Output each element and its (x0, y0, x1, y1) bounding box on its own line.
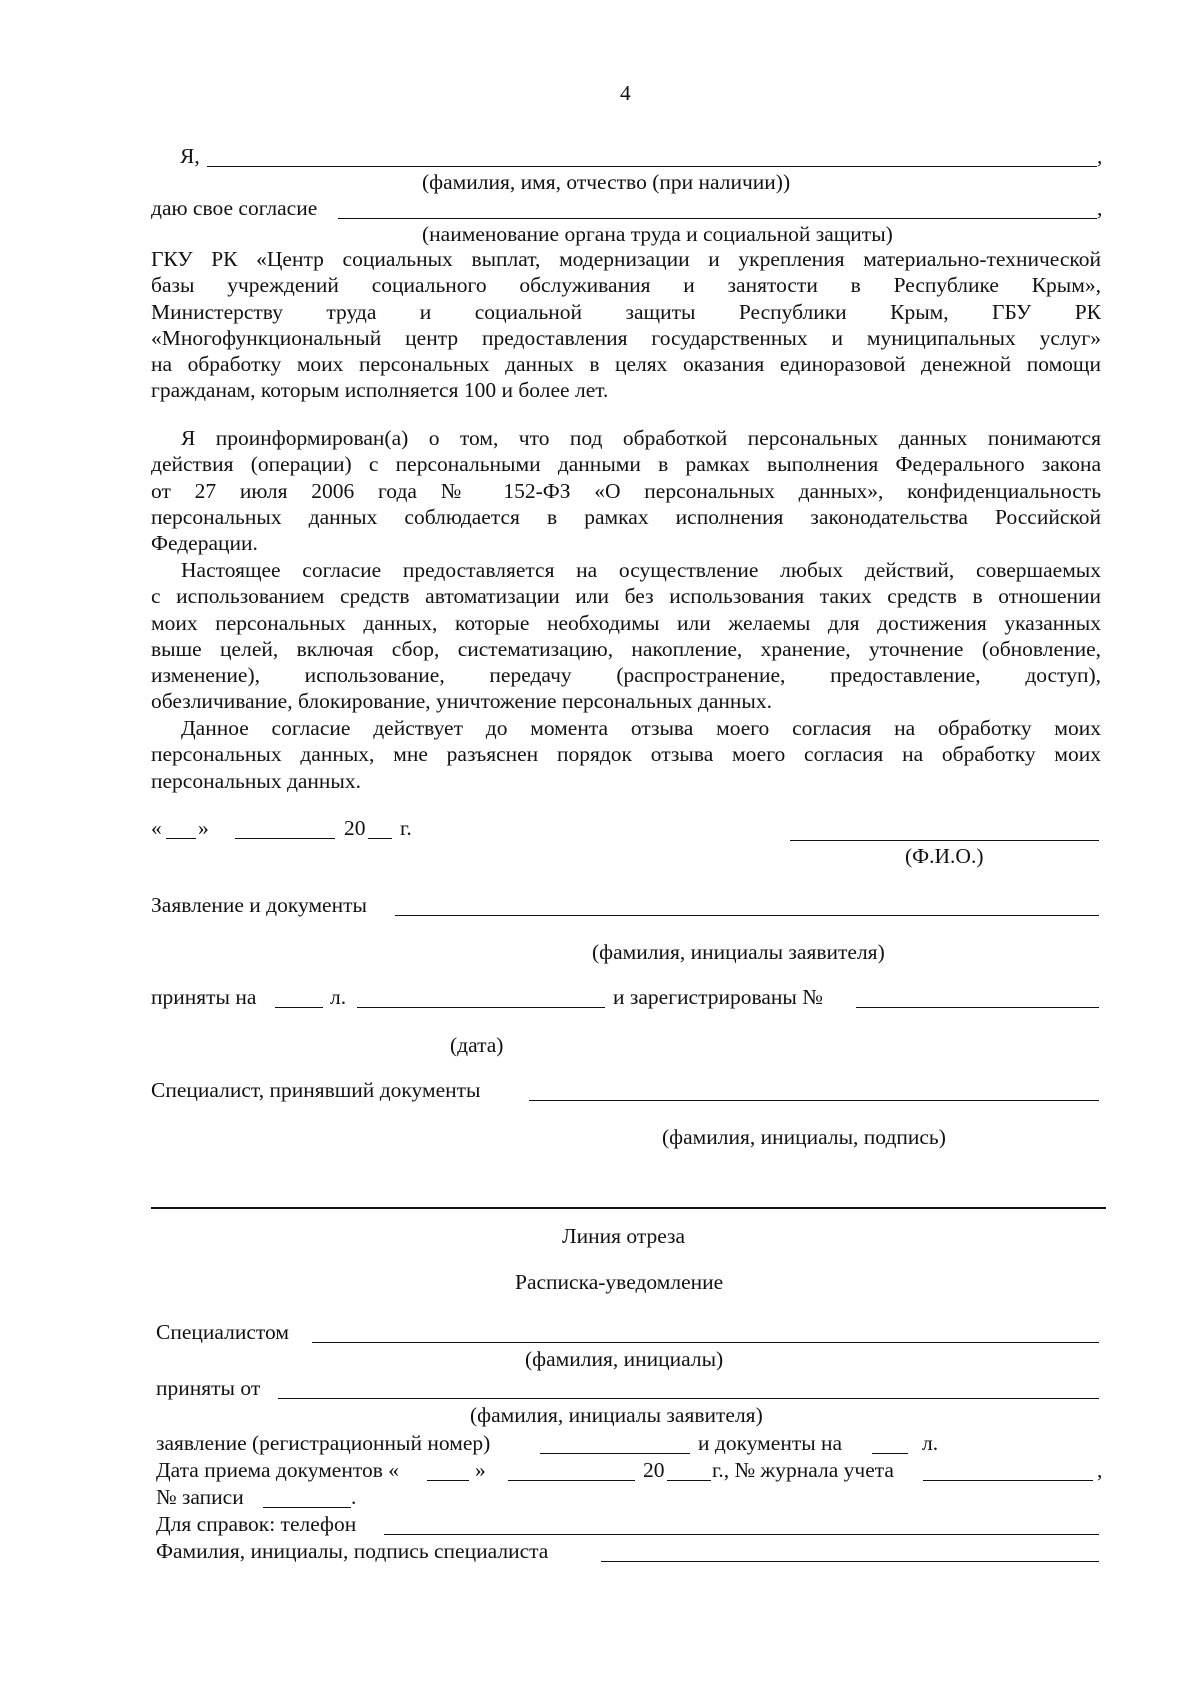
specialist-label: Специалист, принявший документы (151, 1078, 481, 1102)
org-line: «Многофункциональный центр предоставления государственных и муниципальных услуг» (151, 325, 1101, 350)
informed-paragraph (151, 425, 1101, 556)
p1-line: Федерации. (151, 531, 258, 556)
prinyaty-ot-label: приняты от (156, 1376, 261, 1400)
organizations-paragraph (151, 246, 1101, 404)
date-label: Дата приема документов « (156, 1458, 399, 1482)
fio-caption: (фамилия, имя, отчество (при наличии)) (422, 170, 791, 194)
notice-month-line[interactable] (508, 1480, 635, 1481)
p2-line: выше целей, включая сбор, систематизацию, накопление, хранение, уточнение (обновление, (151, 636, 1101, 661)
receipt-date-line[interactable] (357, 1007, 605, 1008)
p2-line: Настоящее согласие предоставляется на осуществление любых действий, совершаемых (181, 558, 1101, 582)
phone-input-line[interactable] (384, 1534, 1099, 1535)
notice-fio-caption: (фамилия, инициалы) (525, 1347, 724, 1371)
date-close-quote: » (198, 816, 209, 840)
p2-line: изменение), использование, передачу (распространение, предоставление, доступ), (151, 663, 1101, 688)
journal-comma: , (1097, 1458, 1103, 1482)
p3-line: персональных данных, мне разъяснен порядок отзыва моего согласия на обработку моих (151, 742, 1101, 767)
p2-line: с использованием средств автоматизации или без использования таких средств в отношении (151, 584, 1101, 609)
cut-line (151, 1207, 1106, 1209)
registration-number-line[interactable] (856, 1007, 1099, 1008)
signature-label: Фамилия, инициалы, подпись специалиста (156, 1539, 549, 1563)
notice-day-line[interactable] (427, 1480, 469, 1481)
organ-caption: (наименование органа труда и социальной защиты) (422, 222, 893, 246)
fio-input-line[interactable] (207, 166, 1097, 167)
data-caption: (дата) (450, 1033, 504, 1057)
notice-year-label: 20 (643, 1458, 665, 1482)
p1-line: Я проинформирован(а) о том, что под обработкой персональных данных понимаются (181, 426, 1101, 450)
p1-line: персональных данных соблюдается в рамках исполнения законодательства Российской (151, 504, 1101, 529)
specialist-caption: (фамилия, инициалы, подпись) (662, 1125, 946, 1149)
notice-title: Расписка-уведомление (515, 1270, 724, 1294)
notice-zayavitel-caption: (фамилия, инициалы заявителя) (470, 1403, 763, 1427)
signature-input-line[interactable] (601, 1561, 1099, 1562)
notice-year-line[interactable] (667, 1480, 711, 1481)
registration-number-input-line[interactable] (540, 1453, 690, 1454)
p3-line: Данное согласие действует до момента отзыва моего согласия на обработку моих (181, 716, 1101, 740)
p2-line: обезличивание, блокирование, уничтожение персональных данных. (151, 689, 772, 714)
date-open-quote: « (151, 816, 162, 840)
sheets-l-label: л. (330, 985, 347, 1009)
org-line: на обработку моих персональных данных в целях оказания единоразовой денежной помощи (151, 352, 1101, 377)
notice-l-label: л. (922, 1431, 939, 1455)
org-line: Министерству труда и социальной защиты Республики Крым, ГБУ РК (151, 299, 1101, 324)
zapis-number-line[interactable] (263, 1507, 351, 1508)
ya-comma: , (1097, 144, 1103, 168)
sheets-count-line[interactable] (275, 1007, 323, 1008)
phone-label: Для справок: телефон (156, 1512, 357, 1536)
date-year-label: 20 (344, 816, 366, 840)
specialistom-label: Специалистом (156, 1320, 289, 1344)
date-month-line[interactable] (235, 838, 335, 839)
specialist-input-line[interactable] (529, 1100, 1099, 1101)
date-day-line[interactable] (166, 838, 196, 839)
dayu-soglasie-label: даю свое согласие (151, 196, 318, 220)
fio-sign-caption: (Ф.И.О.) (905, 844, 984, 868)
org-line: гражданам, которым исполняется 100 и более лет. (151, 378, 609, 403)
date-year-line[interactable] (368, 838, 392, 839)
prinyaty-na-label: приняты на (151, 985, 257, 1009)
journal-label: г., № журнала учета (712, 1458, 894, 1482)
org-line: ГКУ РК «Центр социальных выплат, модернизации и укрепления материально-технической (151, 247, 1101, 271)
i-dokumenty-na-label: и документы на (698, 1431, 843, 1455)
notice-sheets-line[interactable] (872, 1453, 908, 1454)
zayavlenie-label: Заявление и документы (151, 893, 367, 917)
zayavitel-input-line[interactable] (395, 915, 1099, 916)
specialistom-input-line[interactable] (312, 1342, 1099, 1343)
validity-paragraph (151, 715, 1101, 794)
ya-label: Я, (180, 144, 200, 168)
zapis-label: № записи (156, 1485, 244, 1509)
dayu-comma: , (1097, 196, 1103, 220)
org-line: базы учреждений социального обслуживания и занятости в Республике Крым», (151, 273, 1101, 298)
zapis-period: . (351, 1485, 357, 1509)
actions-paragraph (151, 557, 1101, 715)
p1-line: действия (операции) с персональными данными в рамках выполнения Федерального закона (151, 452, 1101, 477)
notice-zayavlenie-label: заявление (регистрационный номер) (156, 1431, 491, 1455)
notice-date-close: » (475, 1458, 486, 1482)
p1-line: от 27 июля 2006 года № 152-ФЗ «О персональных данных», конфиденциальность (151, 478, 1101, 503)
fio-sign-line[interactable] (790, 840, 1099, 841)
journal-number-line[interactable] (923, 1480, 1093, 1481)
p3-line: персональных данных. (151, 768, 362, 793)
cut-line-label: Линия отреза (562, 1224, 686, 1248)
organ-input-line[interactable] (338, 218, 1097, 219)
p2-line: моих персональных данных, которые необходимы или желаемы для достижения указанных (151, 610, 1101, 635)
date-g-label: г. (400, 816, 412, 840)
registered-label: и зарегистрированы № (613, 985, 823, 1009)
zayavitel-caption: (фамилия, инициалы заявителя) (592, 940, 885, 964)
prinyaty-ot-input-line[interactable] (278, 1398, 1099, 1399)
page-number: 4 (620, 81, 631, 105)
